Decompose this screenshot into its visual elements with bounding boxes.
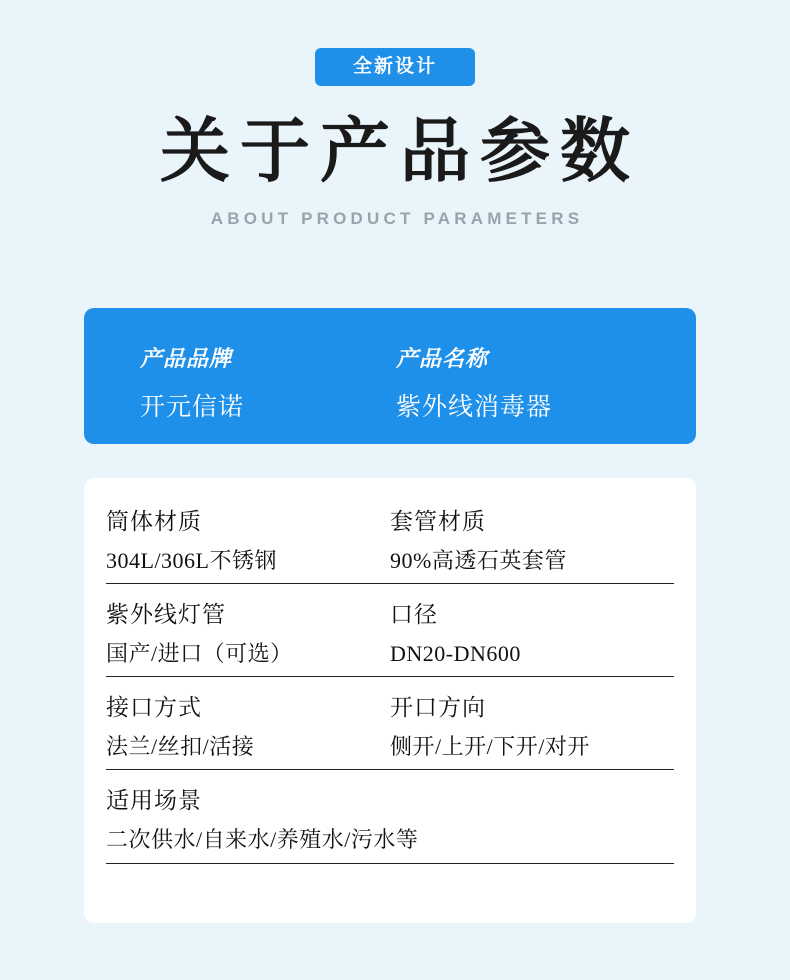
spec-value: DN20-DN600 [390, 640, 521, 666]
new-design-badge: 全新设计 [315, 48, 475, 86]
page-subtitle: ABOUT PRODUCT PARAMETERS [210, 209, 584, 228]
highlight-card [84, 308, 696, 444]
spec-cell-opening-direction [390, 694, 674, 760]
spec-label: 紫外线灯管 [106, 602, 226, 628]
table-row [106, 694, 674, 770]
spec-cell-caliber [390, 601, 674, 667]
spec-value: 二次供水/自来水/养殖水/污水等 [106, 827, 419, 853]
spec-table [84, 478, 696, 923]
table-row [106, 601, 674, 677]
spec-value: 侧开/上开/下开/对开 [390, 734, 590, 760]
highlight-item-brand [140, 342, 396, 444]
highlight-item-product-name [396, 342, 652, 444]
spec-cell-uv-lamp [106, 601, 390, 667]
spec-cell-body-material [106, 508, 390, 574]
page-title: 关于产品参数 [160, 114, 640, 191]
table-row [106, 508, 674, 584]
highlight-value: 紫外线消毒器 [396, 394, 553, 421]
spec-value: 90%高透石英套管 [390, 547, 567, 573]
highlight-value: 开元信诺 [140, 394, 245, 421]
highlight-label: 产品名称 [396, 346, 489, 371]
spec-value: 法兰/丝扣/活接 [106, 734, 255, 760]
spec-cell-application-scenario [106, 787, 674, 853]
spec-label: 套管材质 [390, 509, 486, 534]
highlight-label: 产品品牌 [140, 346, 233, 371]
spec-label: 接口方式 [106, 695, 202, 721]
spec-label: 口径 [390, 602, 438, 628]
page-header [0, 0, 790, 229]
spec-value: 国产/进口（可选） [106, 640, 293, 666]
spec-cell-connection-type [106, 694, 390, 760]
table-row [106, 787, 674, 863]
spec-value: 304L/306L不锈钢 [106, 547, 277, 573]
spec-label: 适用场景 [106, 788, 202, 814]
spec-label: 筒体材质 [106, 509, 202, 534]
spec-cell-sleeve-material [390, 508, 674, 574]
spec-label: 开口方向 [390, 695, 486, 721]
